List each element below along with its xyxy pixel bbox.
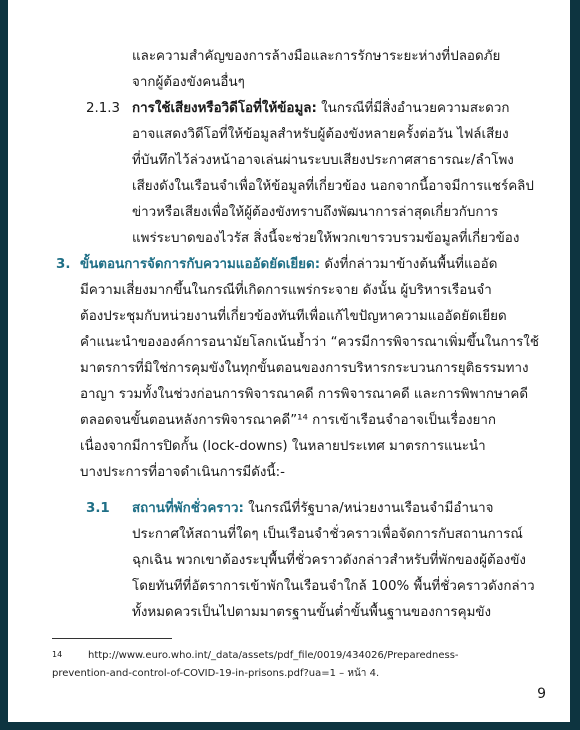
- section-number: 2.1.3: [86, 101, 121, 116]
- text-line: ตลอดจนขั้นตอนหลังการพิจารณาคดี”¹⁴ การเข้าเรือนจำอาจเป็นเรื่องยาก: [80, 413, 496, 428]
- section-heading: การใช้เสียงหรือวิดีโอที่ให้ข้อมูล:: [132, 101, 317, 116]
- text-line: โดยทันทีที่อัตราการเข้าพักในเรือนจำใกล้ 100% พื้นที่ชั่วคราวดังกล่าว: [132, 579, 535, 594]
- page-number: 9: [537, 686, 546, 702]
- text-line: ประกาศให้สถานที่ใดๆ เป็นเรือนจำชั่วคราวเพื่อจัดการกับสถานการณ์: [132, 527, 523, 542]
- text-line: คำแนะนำขององค์การอนามัยโลกเน้นย้ำว่า “ควรมีการพิจารณาเพิ่มขึ้นในการใช้: [80, 335, 539, 350]
- text-line: ข่าวหรือเสียงเพื่อให้ผู้ต้องขังทราบถึงพัฒนาการล่าสุดเกี่ยวกับการ: [132, 205, 499, 220]
- footnote-divider: [52, 638, 172, 639]
- section-number: 3.1: [86, 501, 110, 516]
- text-line: มาตรการที่มิใช่การคุมขังในทุกขั้นตอนของการบริหารกระบวนการยุติธรรมทาง: [80, 361, 529, 376]
- text-span: ในกรณีที่มีสิ่งอำนวยความสะดวก: [316, 101, 510, 116]
- text-line: ทั้งหมดควรเป็นไปตามมาตรฐานขั้นต่ำขั้นพื้นฐานของการคุมขัง: [132, 605, 492, 620]
- text-line: มีความเสี่ยงมากขึ้นในกรณีที่เกิดการแพร่กระจาย ดังนั้น ผู้บริหารเรือนจำ: [80, 283, 492, 298]
- text-line: อาญา รวมทั้งในช่วงก่อนการพิจารณาคดี การพิจารณาคดี และการพิพากษาคดี: [80, 387, 529, 402]
- footnote-link[interactable]: http://www.euro.who.int/_data/assets/pdf_file/0019/434026/Preparedness-: [88, 650, 459, 661]
- text-span: ดังที่กล่าวมาข้างต้นพื้นที่แออัด: [320, 257, 498, 272]
- text-line: ที่บันทึกไว้ล่วงหน้าอาจเล่นผ่านระบบเสียงประกาศสาธารณะ/ลำโพง: [132, 153, 514, 168]
- text-line: เนื่องจากมีการปิดกั้น (lock-downs) ในหลายประเทศ มาตรการแนะนำ: [80, 439, 486, 454]
- section-first-line: [80, 256, 497, 274]
- text-line: ฉุกเฉิน พวกเขาต้องระบุพื้นที่ชั่วคราวดังกล่าวสำหรับที่พักของผู้ต้องขัง: [132, 553, 526, 568]
- text-span: ในกรณีที่รัฐบาล/หน่วยงานเรือนจำมีอำนาจ: [243, 501, 494, 516]
- section-number: 3.: [56, 257, 71, 272]
- text-line: และความสำคัญของการล้างมือและการรักษาระยะห่างที่ปลอดภัย: [132, 49, 501, 64]
- text-line: ต้องประชุมกับหน่วยงานที่เกี่ยวข้องทันทีเพื่อแก้ไขปัญหาความแออัดยัดเยียด: [80, 309, 507, 324]
- text-line: จากผู้ต้องขังคนอื่นๆ: [132, 75, 245, 90]
- text-line: แพร่ระบาดของไวรัส สิ่งนี้จะช่วยให้พวกเขารวบรวมข้อมูลที่เกี่ยวข้อง: [132, 231, 520, 246]
- text-line: เสียงดังในเรือนจำเพื่อให้ข้อมูลที่เกี่ยวข้อง นอกจากนี้อาจมีการแชร์คลิป: [132, 179, 534, 194]
- footnote-text: prevention-and-control-of-COVID-19-in-prisons.pdf?ua=1 – หน้า 4.: [52, 668, 380, 679]
- section-heading: สถานที่พักชั่วคราว:: [132, 501, 244, 516]
- footnote-number: 14: [52, 650, 63, 659]
- section-first-line: [132, 500, 494, 518]
- section-first-line: [132, 100, 510, 118]
- text-line: อาจแสดงวิดีโอที่ให้ข้อมูลสำหรับผู้ต้องขังหลายครั้งต่อวัน ไฟล์เสียง: [132, 127, 509, 142]
- text-line: บางประการที่อาจดำเนินการมีดังนี้:-: [80, 465, 285, 480]
- section-heading: ขั้นตอนการจัดการกับความแออัดยัดเยียด:: [80, 257, 321, 272]
- document-page: [8, 0, 570, 722]
